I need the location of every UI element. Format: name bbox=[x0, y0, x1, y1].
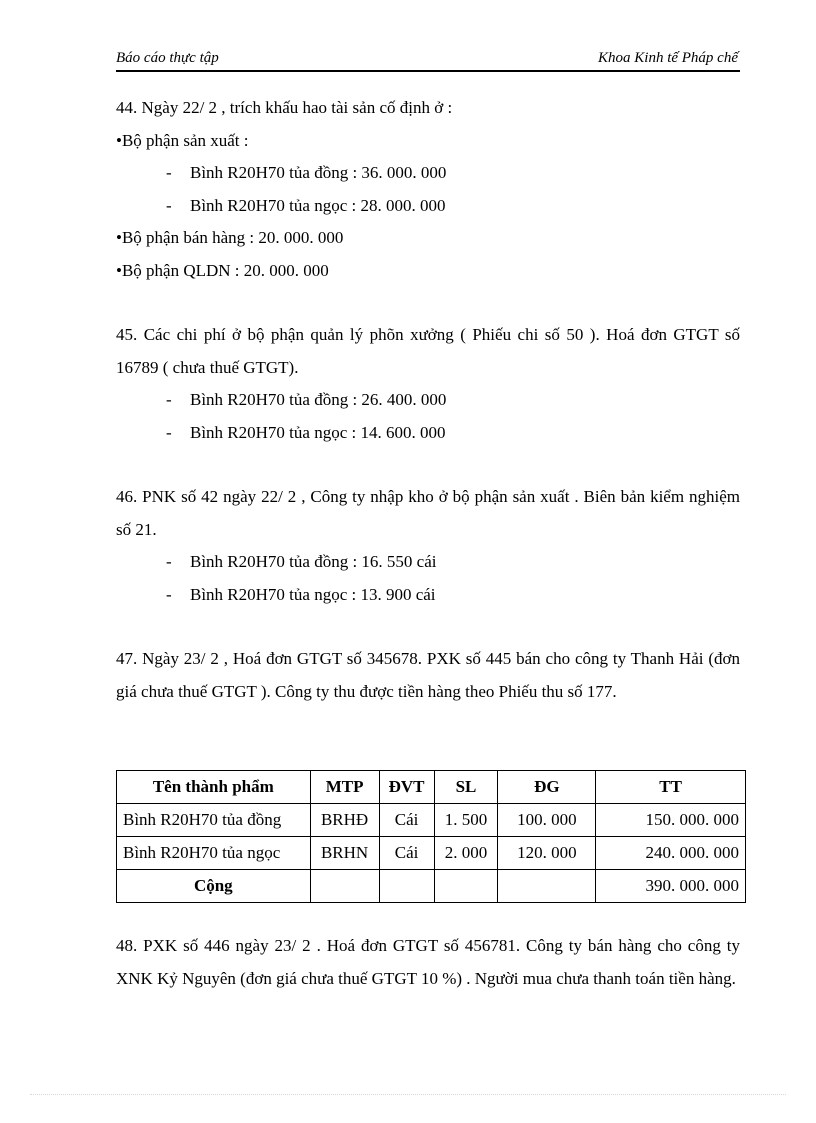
col-header: ĐVT bbox=[379, 771, 434, 804]
table-cell: 1. 500 bbox=[434, 804, 498, 837]
table-cell: Bình R20H70 tủa ngọc bbox=[117, 837, 311, 870]
dash-item bbox=[116, 157, 740, 190]
table-cell: Cái bbox=[379, 804, 434, 837]
bullet-production bbox=[116, 125, 740, 158]
dash-item bbox=[116, 384, 740, 417]
footer-divider bbox=[30, 1094, 786, 1095]
table-cell: BRHĐ bbox=[310, 804, 379, 837]
dash-item-text: Bình R20H70 tủa ngọc : 28. 000. 000 bbox=[190, 195, 446, 215]
table-cell: 100. 000 bbox=[498, 804, 596, 837]
table-header-row bbox=[117, 771, 746, 804]
item-48 bbox=[116, 930, 740, 995]
bullet-sales bbox=[116, 222, 740, 255]
item-48-text: 48. PXK số 446 ngày 23/ 2 . Hoá đơn GTGT số 456781. Công ty bán hàng cho công ty XNK Kỷ Nguyên (đơn giá chưa thuế GTGT 10 %) . Người mua chưa thanh toán tiền hàng. bbox=[116, 936, 740, 988]
total-value: 390. 000. 000 bbox=[596, 870, 746, 903]
page-header bbox=[116, 48, 740, 72]
table-cell: 120. 000 bbox=[498, 837, 596, 870]
item-44-intro: 44. Ngày 22/ 2 , trích khấu hao tài sản cố định ở : bbox=[116, 98, 453, 117]
table-total-row bbox=[117, 870, 746, 903]
dash-item-text: Bình R20H70 tủa đồng : 36. 000. 000 bbox=[190, 163, 447, 182]
table-cell bbox=[434, 870, 498, 903]
dash-item bbox=[116, 546, 740, 579]
col-header: MTP bbox=[310, 771, 379, 804]
dash-item-text: Bình R20H70 tủa ngọc : 14. 600. 000 bbox=[190, 422, 446, 442]
table-cell: Bình R20H70 tủa đồng bbox=[117, 804, 311, 837]
dash-item-text: Bình R20H70 tủa đồng : 16. 550 cái bbox=[190, 552, 437, 571]
bullet-sales-text: Bộ phận bán hàng : 20. 000. 000 bbox=[121, 228, 344, 247]
table-cell bbox=[379, 870, 434, 903]
table-cell: 2. 000 bbox=[434, 837, 498, 870]
dash-item bbox=[116, 190, 740, 223]
dash-item bbox=[116, 417, 740, 450]
item-46-text: 46. PNK số 42 ngày 22/ 2 , Công ty nhập kho ở bộ phận sản xuất . Biên bản kiểm nghiệm số 21. bbox=[116, 487, 740, 539]
header-left: Báo cáo thực tập bbox=[116, 50, 219, 66]
table-cell bbox=[498, 870, 596, 903]
sales-table bbox=[116, 770, 746, 903]
dash-item-text: Bình R20H70 tủa đồng : 26. 400. 000 bbox=[190, 390, 447, 409]
table-cell: Cái bbox=[379, 837, 434, 870]
item-45-text: 45. Các chi phí ở bộ phận quản lý phõn xưởng ( Phiếu chi số 50 ). Hoá đơn GTGT số 16789 ( chưa thuế GTGT). bbox=[116, 325, 740, 377]
col-header: Tên thành phẩm bbox=[117, 771, 311, 804]
table-cell: 150. 000. 000 bbox=[596, 804, 746, 837]
dash-item-text: Bình R20H70 tủa ngọc : 13. 900 cái bbox=[190, 584, 436, 604]
table-row bbox=[117, 837, 746, 870]
col-header: ĐG bbox=[498, 771, 596, 804]
table-cell: 240. 000. 000 bbox=[596, 837, 746, 870]
col-header: SL bbox=[434, 771, 498, 804]
document-body bbox=[116, 92, 740, 708]
table-cell bbox=[310, 870, 379, 903]
bullet-admin bbox=[116, 255, 740, 288]
table-row bbox=[117, 804, 746, 837]
dash-item bbox=[116, 579, 740, 612]
header-right: Khoa Kinh tế Pháp chế bbox=[598, 50, 738, 66]
bullet-production-text: Bộ phận sản xuất : bbox=[121, 130, 249, 150]
col-header: TT bbox=[596, 771, 746, 804]
item-47-text: 47. Ngày 23/ 2 , Hoá đơn GTGT số 345678. PXK số 445 bán cho công ty Thanh Hải (đơn giá chưa thuế GTGT ). Công ty thu được tiền hàng theo Phiếu thu số 177. bbox=[116, 649, 740, 701]
bullet-admin-text: Bộ phận QLDN : 20. 000. 000 bbox=[121, 260, 329, 280]
total-label: Cộng bbox=[117, 870, 311, 903]
table-cell: BRHN bbox=[310, 837, 379, 870]
